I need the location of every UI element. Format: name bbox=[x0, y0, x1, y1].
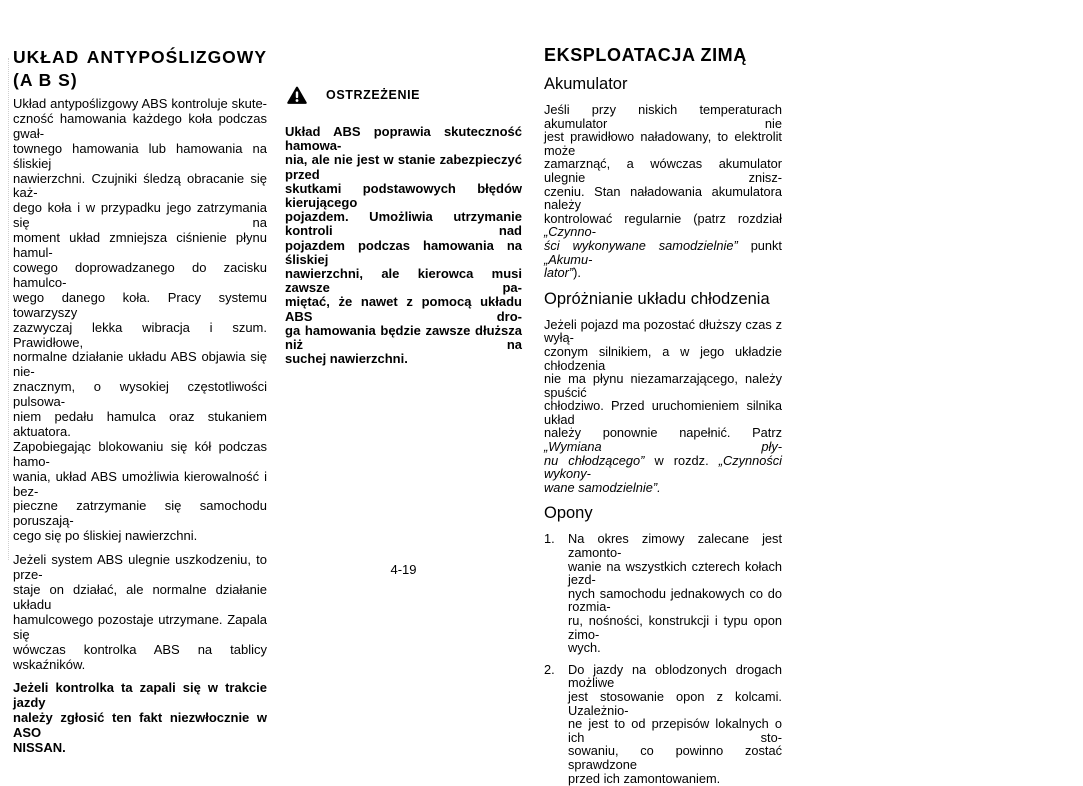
tire-list-item bbox=[544, 532, 782, 654]
winter-section-title: EKSPLOATACJA ZIMĄ bbox=[544, 45, 747, 65]
warning-box bbox=[285, 86, 522, 366]
tire-item-text: Na okres zimowy zalecane jest zamonto- wanie na wszystkich czterech kołach jezd- nych samochodu jednakowych co do rozmia- ru, nośności, konstrukcji i typu opon zimo- wych. bbox=[568, 531, 782, 656]
tire-item-text: Do jazdy na oblodzonych drogach możliwe jest stosowanie opon z kolcami. Uzależnio- ne jest to od przepisów lokalnych o ich sto- sowaniu, co powinno zostać sprawdzone przed ich zamontowaniem. bbox=[568, 661, 782, 786]
tires-heading: Opony bbox=[544, 504, 593, 523]
warning-label: OSTRZEŻENIE bbox=[326, 88, 421, 102]
battery-heading: Akumulator bbox=[544, 75, 628, 93]
page-number: 4-19 bbox=[390, 562, 417, 577]
tire-item-number: 1. bbox=[544, 531, 555, 547]
warning-body: Układ ABS poprawia skuteczność hamowa- nia, ale nie jest w stanie zabezpieczyć przed skutkami podstawowych błędów kierującego pojazdem. Umożliwia utrzymanie kontroli nad pojazdem podczas hamowania na śliskiej nawierzchni, ale kierowca musi zawsze pa- miętać, że nawet z pomocą układu ABS dro- ga hamowania będzie zawsze dłuższa niż na suchej nawierzchni. bbox=[285, 124, 522, 367]
warning-header bbox=[285, 86, 522, 104]
warning-triangle-icon bbox=[287, 86, 307, 104]
abs-section bbox=[13, 46, 267, 765]
abs-paragraph-3-bold: Jeżeli kontrolka ta zapali się w trakcie jazdy należy zgłosić ten fakt niezwłocznie w ASO NISSAN. bbox=[13, 680, 267, 756]
abs-title-line1: UKŁAD ANTYPOŚLIZGOWY bbox=[13, 47, 267, 67]
abs-section-title bbox=[13, 46, 267, 92]
tire-item-number: 2. bbox=[544, 661, 555, 677]
cooling-body: Jeżeli pojazd ma pozostać dłuższy czas z wyłą- czonym silnikiem, a w jego układzie chłodzenia nie ma płynu niezamarzającego, należy spuścić chłodziwo. Przed uruchomieniem silnika układ należy ponownie napełnić. Patrz „Wymiana pły- nu chłodzącego” w rozdz. „Czynności wykony- wane samodzielnie”. bbox=[544, 316, 782, 495]
tire-list-item bbox=[544, 663, 782, 785]
abs-title-line2: (A B S) bbox=[13, 70, 78, 90]
abs-paragraph-1: Układ antypoślizgowy ABS kontroluje skute- czność hamowania każdego koła podczas gwał- townego hamowania lub hamowania na śliskiej nawierzchni. Czujniki śledzą obracanie się każ- dego koła i w przypadku jego zatrzymania się na moment układ zmniejsza ciśnienie płynu hamul- cowego doprowadzanego do zacisku hamulco- wego danego koła. Pracy systemu towarzyszy zazwyczaj lekka wibracja i szum. Prawidłowe, normalne działanie układu ABS objawia się nie- znacznym, o wysokiej częstotliwości pulsowa- niem pedału hamulca oraz stukaniem aktuatora. Zapobiegając blokowaniu się kół podczas hamo- wania, układ ABS umożliwia kierowalność i bez- pieczne zatrzymanie się samochodu poruszają- cego się po śliskiej nawierzchni. bbox=[13, 96, 267, 544]
abs-paragraph-2: Jeżeli system ABS ulegnie uszkodzeniu, to prze- staje on działać, ale normalne działanie układu hamulcowego pozostaje utrzymane. Zapala się wówczas kontrolka ABS na tablicy wskaźników. bbox=[13, 552, 267, 672]
battery-body: Jeśli przy niskich temperaturach akumulator nie jest prawidłowo naładowany, to elektrolit może zamarznąć, a wówczas akumulator ulegnie znisz- czeniu. Stan naładowania akumulatora należy kontrolować regularnie (patrz rozdział „Czynno- ści wykonywane samodzielnie” punkt „Akumu- lator”). bbox=[544, 102, 782, 281]
scan-edge-artifact bbox=[8, 58, 9, 560]
cooling-heading: Opróżnianie układu chłodzenia bbox=[544, 289, 770, 308]
winter-section bbox=[544, 46, 782, 785]
